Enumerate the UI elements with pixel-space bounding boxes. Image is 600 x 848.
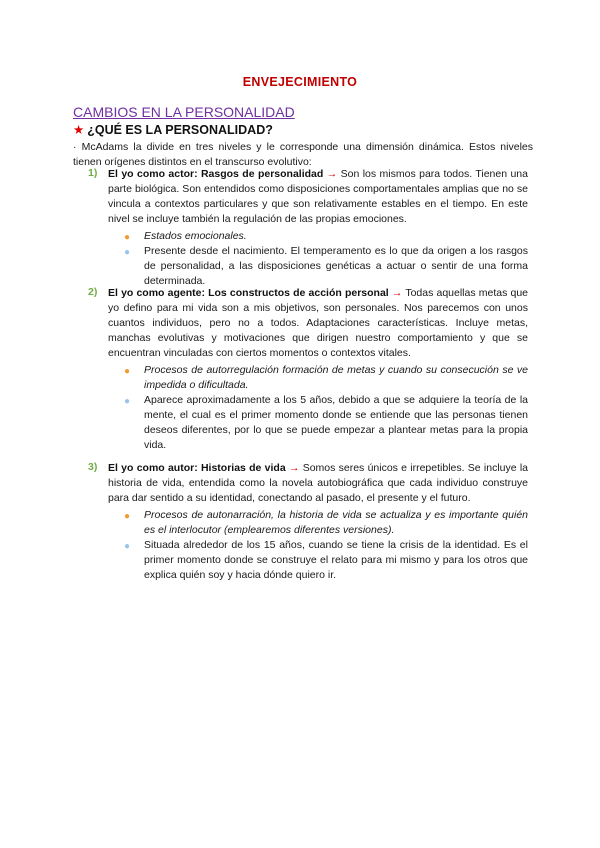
bullet-dot-icon: ● [124, 232, 131, 243]
item-text: Somos seres únicos e irrepetibles. Se incluye la historia de vida, entendida como la novela autobiográfica que cada individuo construye para dar sentido a su identidad, conectando al pasado, el presente y el futuro. [108, 462, 529, 504]
bullet-dot-icon: ● [124, 396, 131, 407]
item-body [108, 286, 528, 361]
list-item-2 [88, 286, 528, 453]
question-text: ¿QUÉ ES LA PERSONALIDAD? [87, 123, 273, 137]
list-item [108, 393, 528, 453]
list-item [108, 244, 528, 289]
item-text: Son los mismos para todos. Tienen una parte biológica. Son entendidos como disposiciones comportamentales amplias que no se vincula a contextos particulares y que son relativamente estables en el tiempo. En este nivel se incluye también la regulación de las propias emociones. [108, 168, 528, 225]
list-item [108, 363, 528, 393]
page-title: ENVEJECIMIENTO [242, 75, 358, 89]
bullet-text: Procesos de autorregulación formación de metas y cuando su consecución se ve impedida o dificultada. [144, 364, 528, 391]
item-heading: El yo como actor: Rasgos de personalidad [108, 168, 324, 180]
bullet-dot-icon: ● [124, 541, 131, 552]
list-item-3 [88, 461, 528, 583]
bullet-list [88, 363, 528, 453]
arrow-right-icon: → [391, 287, 403, 299]
arrow-right-icon: → [288, 462, 300, 474]
intro-paragraph: · McAdams la divide en tres niveles y le corresponde una dimensión dinámica. Estos niveles tienen orígenes distintos en el transcurso evolutivo: [73, 141, 533, 168]
bullet-list [88, 508, 528, 583]
bullet-dot-icon: ● [124, 511, 131, 522]
item-number: 3) [88, 461, 98, 473]
bullet-text: Procesos de autonarración, la historia de vida se actualiza y es importante quién es el interlocutor (emplearemos diferentes versiones). [144, 509, 528, 536]
item-heading: El yo como agente: Los constructos de acción personal [108, 287, 389, 299]
list-item-1 [88, 167, 528, 289]
section-title: CAMBIOS EN LA PERSONALIDAD [73, 104, 295, 120]
item-body [108, 167, 528, 227]
item-number: 1) [88, 167, 98, 179]
bullet-dot-icon: ● [124, 366, 131, 377]
list-item [108, 538, 528, 583]
list-item [108, 508, 528, 538]
bullet-list [88, 229, 528, 289]
bullet-text: Estados emocionales. [144, 230, 247, 242]
bullet-text: Presente desde el nacimiento. El temperamento es lo que da origen a los rasgos de personalidad, a las disposiciones genéticas a actuar o sentir de una forma determinada. [144, 245, 528, 287]
bullet-dot-icon: ● [124, 247, 131, 258]
item-text: Todas aquellas metas que yo defino para mi vida son a mis objetivos, son personales. Nos parecemos con unos cuantos individuos, pero no a todos. Adaptaciones características. Incluye metas, manchas evolutivas y motivaciones que dirigen nuestro comportamiento y que se encuentran vinculadas con ciertos momentos o contextos vitales. [108, 287, 529, 359]
list-item [108, 229, 528, 244]
item-body [108, 461, 528, 506]
bullet-text: Aparece aproximadamente a los 5 años, debido a que se adquiere la teoría de la mente, el cual es el primer momento donde se entiende que las personas tienen deseos diferentes, por lo que se puede empezar a plantear metas para la propia vida. [144, 394, 528, 451]
star-icon: ★ [73, 123, 85, 137]
item-heading: El yo como autor: Historias de vida [108, 462, 286, 474]
bullet-text: Situada alrededor de los 15 años, cuando se tiene la crisis de la identidad. Es el primer momento donde se construye el relato para mi mismo y para los otros que explica quién soy y hacia dónde quiero ir. [144, 539, 528, 581]
question-heading [73, 122, 273, 137]
arrow-right-icon: → [326, 168, 338, 180]
item-number: 2) [88, 286, 98, 298]
